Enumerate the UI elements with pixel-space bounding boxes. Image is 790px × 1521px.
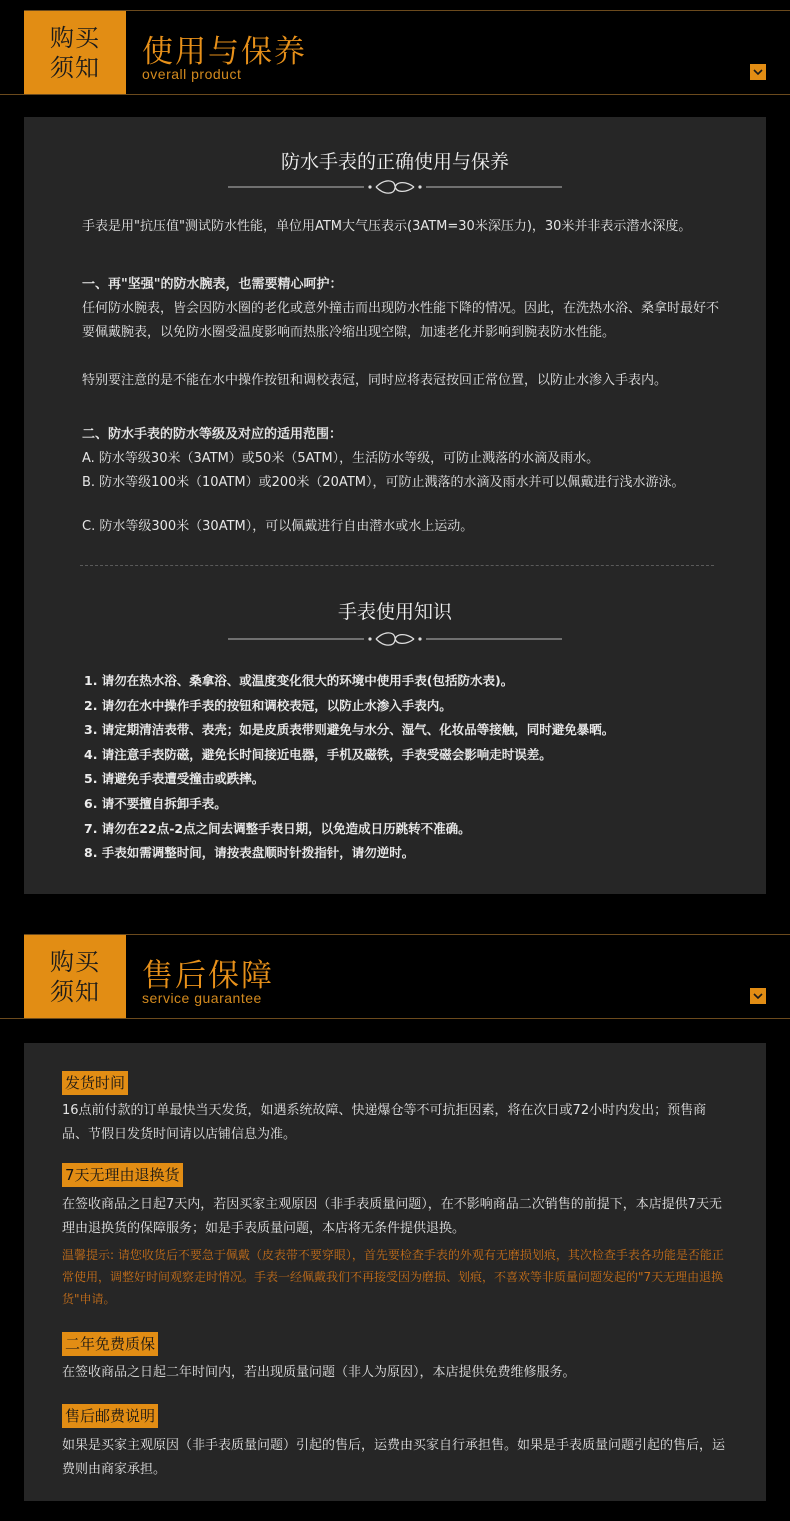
postage-text: 如果是买家主观原因（非手表质量问题）引起的售后，运费由买家自行承担售。如果是手表质量问题引起的售后，运费则由商家承担。: [62, 1438, 726, 1477]
tips-list: [84, 669, 724, 866]
warranty-tag: 二年免费质保: [62, 1332, 158, 1356]
shipping-tag: 发货时间: [62, 1071, 128, 1095]
badge-line-1: 购买: [50, 948, 100, 976]
section-title: 售后保障: [142, 958, 274, 994]
header-top-line: [24, 10, 790, 11]
list-item: 3. 请定期清洁表带、表壳；如是皮质表带则避免与水分、湿气、化妆品等接触，同时避免暴晒。: [84, 722, 615, 738]
text-1a: 任何防水腕表，皆会因防水圈的老化或意外撞击而出现防水性能下降的情况。因此，在洗热水浴、桑拿时最好不要佩戴腕表，以免防水圈受温度影响而热胀冷缩出现空隙，加速老化并影响到腕表防水性能。: [82, 301, 720, 340]
panel-title-2: 手表使用知识: [337, 601, 452, 623]
header-bottom-line: [0, 1018, 790, 1019]
list-item: 6. 请不要擅自拆卸手表。: [84, 795, 227, 811]
chevron-down-icon[interactable]: [750, 988, 766, 1004]
buy-notice-badge: [24, 11, 126, 95]
ornament-divider-2: [224, 629, 566, 649]
service-panel: [24, 1043, 766, 1501]
heading-2: 二、防水手表的防水等级及对应的适用范围：: [82, 427, 343, 442]
warm-tip-text: 温馨提示: 请您收货后不要急于佩戴（皮表带不要穿眼），首先要检查手表的外观有无磨损划痕，其次检查手表各功能是否能正常使用，调整好时间观察走时情况。手表一经佩戴我们不再接受因为磨损、划痕，不喜欢等非质量问题发起的"7天无理由退换货"申请。: [62, 1248, 724, 1306]
ornament-divider: [224, 177, 566, 197]
header-top-line: [24, 934, 790, 935]
dashed-divider: [80, 565, 714, 566]
intro-text: 手表是用"抗压值"测试防水性能，单位用ATM大气压表示(3ATM=30米深压力)，30米并非表示潜水深度。: [82, 219, 692, 234]
list-item: 2. 请勿在水中操作手表的按钮和调校表冠，以防止水渗入手表内。: [84, 697, 452, 713]
buy-notice-badge: [24, 935, 126, 1019]
section-title: 使用与保养: [142, 34, 307, 70]
list-item: 5. 请避免手表遭受撞击或跌摔。: [84, 771, 265, 787]
panel-title: 防水手表的正确使用与保养: [280, 151, 509, 173]
line-a: A. 防水等级30米（3ATM）或50米（5ATM），生活防水等级，可防止溅落的水滴及雨水。: [82, 451, 600, 466]
list-item: 8. 手表如需调整时间，请按表盘顺时针拨指针，请勿逆时。: [84, 845, 415, 861]
header-bottom-line: [0, 94, 790, 95]
section-header-service: [0, 934, 790, 1020]
section-subtitle: overall product: [142, 66, 242, 82]
badge-line-1: 购买: [50, 24, 100, 52]
line-c: C. 防水等级300米（30ATM），可以佩戴进行自由潜水或水上运动。: [82, 519, 474, 534]
shipping-text: 16点前付款的订单最快当天发货，如遇系统故障、快递爆仓等不可抗拒因素，将在次日或72小时内发出；预售商品、节假日发货时间请以店铺信息为准。: [62, 1103, 707, 1142]
return-text: 在签收商品之日起7天内，若因买家主观原因（非手表质量问题），在不影响商品二次销售的前提下，本店提供7天无理由退换货的保障服务；如是手表质量问题，本店将无条件提供退换。: [62, 1197, 723, 1236]
text-1b: 特别要注意的是不能在水中操作按钮和调校表冠，同时应将表冠按回正常位置，以防止水渗入手表内。: [82, 373, 668, 388]
warranty-text: 在签收商品之日起二年时间内，若出现质量问题（非人为原因），本店提供免费维修服务。: [62, 1365, 576, 1380]
heading-1: 一、再"坚强"的防水腕表，也需要精心呵护：: [82, 277, 343, 292]
list-item: 7. 请勿在22点-2点之间去调整手表日期，以免造成日历跳转不准确。: [84, 820, 471, 836]
list-item: 1. 请勿在热水浴、桑拿浴、或温度变化很大的环境中使用手表(包括防水表)。: [84, 673, 514, 688]
care-panel: [24, 117, 766, 894]
badge-line-2: 须知: [50, 978, 100, 1006]
badge-line-2: 须知: [50, 54, 100, 82]
list-item: 4. 请注意手表防磁，避免长时间接近电器，手机及磁铁，手表受磁会影响走时误差。: [84, 746, 552, 762]
postage-tag: 售后邮费说明: [62, 1404, 158, 1428]
return-tag: 7天无理由退换货: [62, 1163, 183, 1187]
chevron-down-icon[interactable]: [750, 64, 766, 80]
section-subtitle: service guarantee: [142, 990, 262, 1006]
section-header-usage: [0, 10, 790, 96]
line-b: B. 防水等级100米（10ATM）或200米（20ATM），可防止溅落的水滴及雨水并可以佩戴进行浅水游泳。: [82, 475, 685, 490]
